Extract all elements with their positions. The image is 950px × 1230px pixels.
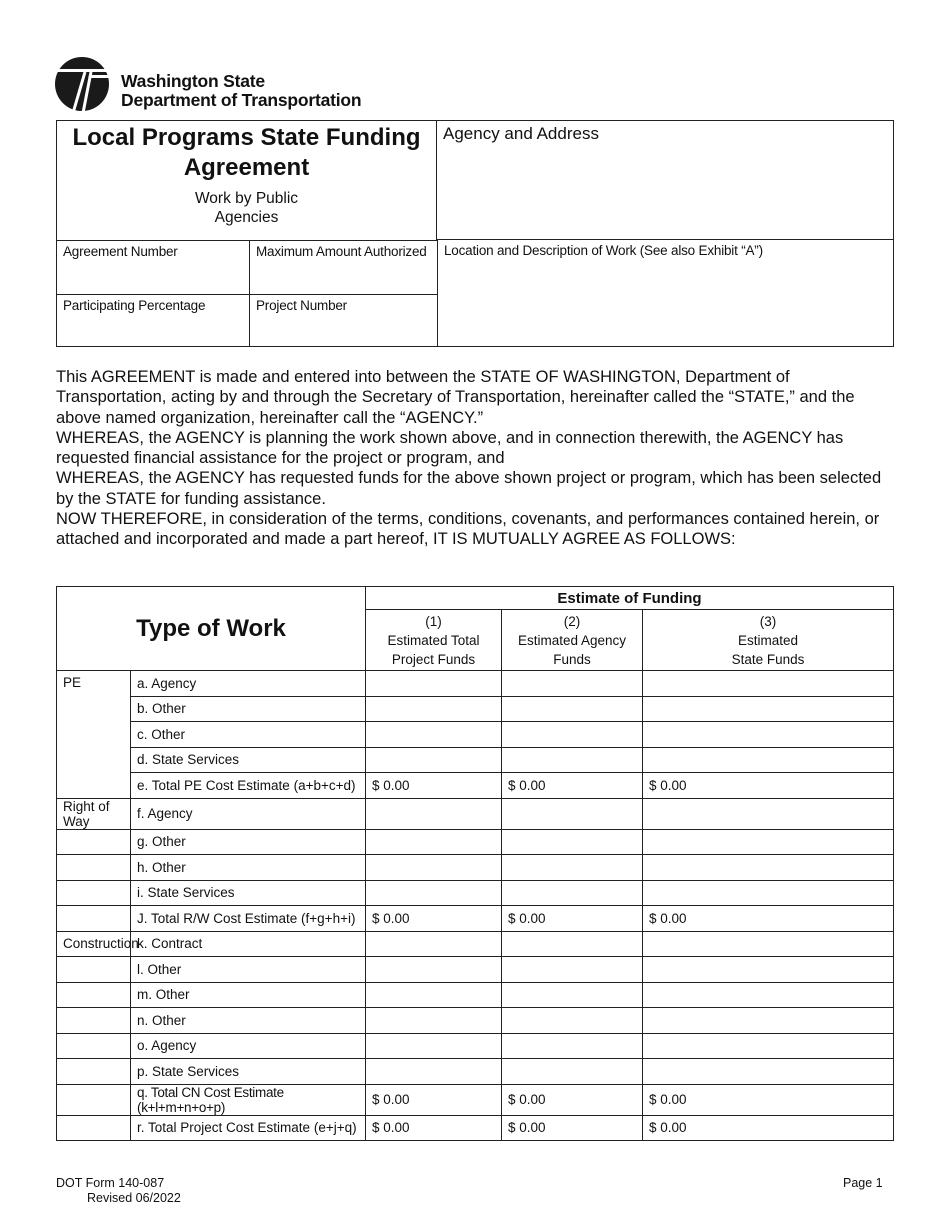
cell-h-2[interactable] [502, 855, 643, 881]
category-blank [57, 855, 131, 881]
total-j-2[interactable]: $ 0.00 [502, 906, 643, 932]
item-p: p. State Services [131, 1059, 366, 1085]
category-pe: PE [57, 671, 131, 799]
page-number: Page 1 [843, 1176, 883, 1190]
subtitle-line2: Agencies [214, 209, 279, 226]
cell-l-3[interactable] [643, 957, 894, 983]
col1-line1: Estimated Total [387, 632, 480, 648]
category-blank [57, 880, 131, 906]
wsdot-name [121, 72, 361, 110]
table-row [57, 1008, 894, 1034]
col2-header [502, 610, 643, 671]
item-i: i. State Services [131, 880, 366, 906]
col3-num: (3) [759, 613, 777, 629]
category-blank [57, 906, 131, 932]
cell-n-1[interactable] [366, 1008, 502, 1034]
agreement-number-label: Agreement Number [63, 244, 178, 259]
cell-m-3[interactable] [643, 982, 894, 1008]
item-r: r. Total Project Cost Estimate (e+j+q) [131, 1115, 366, 1141]
cell-g-3[interactable] [643, 829, 894, 855]
table-row [57, 1115, 894, 1141]
item-o: o. Agency [131, 1033, 366, 1059]
agreement-number-field[interactable] [57, 240, 250, 294]
cell-n-3[interactable] [643, 1008, 894, 1034]
category-blank [57, 957, 131, 983]
title-cell [57, 121, 437, 240]
category-blank [57, 1033, 131, 1059]
form-number: DOT Form 140-087 [56, 1176, 165, 1190]
cell-d-1[interactable] [366, 747, 502, 773]
total-q-3[interactable]: $ 0.00 [643, 1084, 894, 1115]
table-row [57, 671, 894, 697]
cell-c-3[interactable] [643, 722, 894, 748]
wsdot-logo [55, 55, 395, 113]
org-line1: Washington State [121, 71, 265, 91]
item-n: n. Other [131, 1008, 366, 1034]
cell-b-3[interactable] [643, 696, 894, 722]
project-number-field[interactable] [250, 294, 437, 346]
table-row [57, 1059, 894, 1085]
table-header-row [57, 587, 894, 610]
cell-h-1[interactable] [366, 855, 502, 881]
cell-o-2[interactable] [502, 1033, 643, 1059]
col1-line2: Project Funds [391, 651, 476, 667]
cell-g-1[interactable] [366, 829, 502, 855]
category-blank [57, 1115, 131, 1141]
item-k: k. Contract [131, 931, 366, 957]
cell-b-1[interactable] [366, 696, 502, 722]
agreement-paragraph-1: This AGREEMENT is made and entered into between the STATE OF WASHINGTON, Department of Transportation, acting by and through the Secretary of Transportation, hereinafter called the “STATE,” and the above named organization, hereinafter call the “AGENCY.” [56, 368, 855, 427]
cell-p-1[interactable] [366, 1059, 502, 1085]
table-row [57, 1084, 894, 1115]
participating-percentage-field[interactable] [57, 294, 250, 346]
cell-f-3[interactable] [643, 798, 894, 829]
cell-n-2[interactable] [502, 1008, 643, 1034]
estimate-of-funding-header: Estimate of Funding [366, 587, 894, 610]
form-header-box [56, 120, 894, 347]
total-e-1[interactable]: $ 0.00 [366, 773, 502, 799]
form-title: Local Programs State Funding Agreement [72, 124, 421, 181]
category-blank [57, 1059, 131, 1085]
item-l: l. Other [131, 957, 366, 983]
project-number-label: Project Number [256, 298, 347, 313]
total-r-1[interactable]: $ 0.00 [366, 1115, 502, 1141]
total-e-3[interactable]: $ 0.00 [643, 773, 894, 799]
cell-m-1[interactable] [366, 982, 502, 1008]
cell-c-1[interactable] [366, 722, 502, 748]
table-row [57, 798, 894, 829]
category-blank [57, 1008, 131, 1034]
item-e: e. Total PE Cost Estimate (a+b+c+d) [131, 773, 366, 799]
wsdot-logo-icon [55, 55, 111, 113]
table-row [57, 747, 894, 773]
cell-d-3[interactable] [643, 747, 894, 773]
cell-f-2[interactable] [502, 798, 643, 829]
item-h: h. Other [131, 855, 366, 881]
agreement-paragraph-4: NOW THEREFORE, in consideration of the terms, conditions, covenants, and performances contained herein, or attached and incorporated and made a part hereof, IT IS MUTUALLY AGREE AS FOLLOWS: [56, 510, 880, 549]
item-f: f. Agency [131, 798, 366, 829]
item-j: J. Total R/W Cost Estimate (f+g+h+i) [131, 906, 366, 932]
item-g: g. Other [131, 829, 366, 855]
cell-p-3[interactable] [643, 1059, 894, 1085]
cell-c-2[interactable] [502, 722, 643, 748]
location-description-label: Location and Description of Work (See also Exhibit “A”) [444, 243, 763, 258]
cell-i-2[interactable] [502, 880, 643, 906]
cell-f-1[interactable] [366, 798, 502, 829]
cell-l-2[interactable] [502, 957, 643, 983]
cell-a-1[interactable] [366, 671, 502, 697]
table-row [57, 1033, 894, 1059]
cell-g-2[interactable] [502, 829, 643, 855]
col1-header [366, 610, 502, 671]
col1-num: (1) [425, 613, 442, 629]
location-description-field[interactable] [437, 240, 893, 346]
agreement-paragraph-2: WHEREAS, the AGENCY is planning the work shown above, and in connection therewith, the AGENCY has requested financial assistance for the project or program, and [56, 428, 844, 468]
cell-o-3[interactable] [643, 1033, 894, 1059]
total-r-3[interactable]: $ 0.00 [643, 1115, 894, 1141]
cell-p-2[interactable] [502, 1059, 643, 1085]
category-blank [57, 1084, 131, 1115]
table-row [57, 829, 894, 855]
item-b: b. Other [131, 696, 366, 722]
col3-line1: Estimated [737, 632, 799, 648]
cell-h-3[interactable] [643, 855, 894, 881]
table-row [57, 982, 894, 1008]
type-of-work-header: Type of Work [57, 587, 366, 671]
cell-l-1[interactable] [366, 957, 502, 983]
table-row [57, 855, 894, 881]
cell-a-2[interactable] [502, 671, 643, 697]
item-a: a. Agency [131, 671, 366, 697]
cell-b-2[interactable] [502, 696, 643, 722]
table-row [57, 722, 894, 748]
total-q-2[interactable]: $ 0.00 [502, 1084, 643, 1115]
category-construction: Construction [57, 931, 131, 957]
total-r-2[interactable]: $ 0.00 [502, 1115, 643, 1141]
revised-date: Revised 06/2022 [87, 1191, 181, 1205]
cell-i-1[interactable] [366, 880, 502, 906]
footer-form-info [56, 1176, 181, 1206]
total-j-3[interactable]: $ 0.00 [643, 906, 894, 932]
col3-header [643, 610, 894, 671]
cell-o-1[interactable] [366, 1033, 502, 1059]
category-blank [57, 982, 131, 1008]
item-c: c. Other [131, 722, 366, 748]
col3-line2: State Funds [731, 651, 805, 667]
table-row [57, 957, 894, 983]
funding-table [56, 586, 894, 1141]
agency-address-field[interactable] [437, 121, 893, 240]
total-j-1[interactable]: $ 0.00 [366, 906, 502, 932]
subtitle-line1: Work by Public [194, 190, 299, 207]
total-q-1[interactable]: $ 0.00 [366, 1084, 502, 1115]
cell-a-3[interactable] [643, 671, 894, 697]
cell-m-2[interactable] [502, 982, 643, 1008]
agreement-paragraph-3: WHEREAS, the AGENCY has requested funds for the above shown project or program, which has been selected by the STATE for funding assistance. [56, 469, 882, 508]
item-d: d. State Services [131, 747, 366, 773]
form-subtitle [57, 189, 436, 227]
total-e-2[interactable]: $ 0.00 [502, 773, 643, 799]
col2-line2: Funds [553, 651, 591, 667]
agreement-text [56, 367, 896, 550]
table-row [57, 931, 894, 957]
category-blank [57, 829, 131, 855]
cell-d-2[interactable] [502, 747, 643, 773]
cell-k-2[interactable] [502, 931, 643, 957]
col2-num: (2) [563, 613, 581, 629]
participating-percentage-label: Participating Percentage [63, 298, 206, 313]
col2-line1: Estimated Agency [517, 632, 627, 648]
table-row [57, 880, 894, 906]
max-amount-field[interactable] [250, 240, 437, 294]
item-q: q. Total CN Cost Estimate (k+l+m+n+o+p) [131, 1084, 366, 1115]
org-line2: Department of Transportation [121, 90, 362, 110]
table-row [57, 773, 894, 799]
max-amount-label: Maximum Amount Authorized [256, 244, 427, 259]
cell-i-3[interactable] [643, 880, 894, 906]
item-m: m. Other [131, 982, 366, 1008]
cell-k-1[interactable] [366, 931, 502, 957]
agency-address-label: Agency and Address [443, 124, 599, 143]
cell-k-3[interactable] [643, 931, 894, 957]
table-row [57, 906, 894, 932]
category-right-of-way: Right of Way [57, 798, 131, 829]
table-row [57, 696, 894, 722]
